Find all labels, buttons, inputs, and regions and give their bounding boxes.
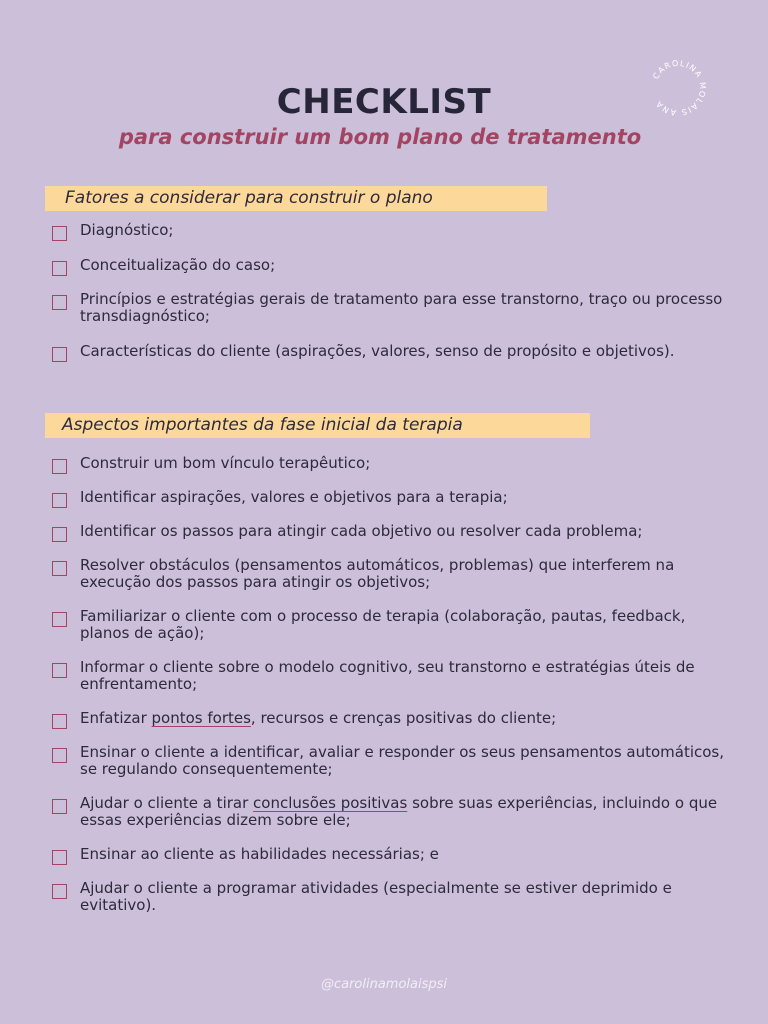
checklist-item-text-end: , recursos e crenças positivas do cliente;	[250, 709, 557, 727]
checklist-item	[52, 608, 728, 642]
page-subtitle: para construir um bom plano de tratamento	[118, 125, 642, 149]
checklist-item-text: Identificar aspirações, valores e objetivos para a terapia;	[80, 488, 508, 506]
checklist-item-text: Conceitualização do caso;	[80, 256, 276, 274]
checkbox-icon[interactable]	[52, 347, 67, 362]
section-title-aspectos: Aspectos importantes da fase inicial da terapia	[45, 413, 590, 438]
checkbox-icon[interactable]	[52, 295, 67, 310]
checklist-item-text: Ensinar o cliente a identificar, avaliar e responder os seus pensamentos automáticos, se regulando consequentemente;	[80, 743, 725, 778]
checkbox-icon[interactable]	[52, 561, 67, 576]
checklist-item	[52, 489, 728, 506]
checklist-item	[52, 795, 728, 829]
checklist-item	[52, 523, 728, 540]
checklist-item-text: Identificar os passos para atingir cada objetivo ou resolver cada problema;	[80, 522, 643, 540]
checklist-aspectos	[52, 455, 728, 914]
checkbox-icon[interactable]	[52, 884, 67, 899]
checkbox-icon[interactable]	[52, 663, 67, 678]
checkbox-icon[interactable]	[52, 459, 67, 474]
checklist-item-text: Diagnóstico;	[80, 221, 174, 239]
checkbox-icon[interactable]	[52, 799, 67, 814]
checklist-item	[52, 343, 728, 360]
checklist-item-text: Ensinar ao cliente as habilidades necessárias; e	[80, 845, 439, 863]
checklist-item	[52, 291, 728, 325]
checklist-item	[52, 744, 728, 778]
svg-text:CAROLINA MOLAIS ANA: CAROLINA MOLAIS ANA	[651, 58, 708, 118]
checklist-item-text-start: Enfatizar	[80, 709, 152, 727]
checklist-fatores	[52, 222, 728, 360]
checkbox-icon[interactable]	[52, 527, 67, 542]
underlined-emphasis: conclusões positivas	[253, 794, 408, 812]
checkbox-icon[interactable]	[52, 493, 67, 508]
checklist-item-text: Princípios e estratégias gerais de tratamento para esse transtorno, traço ou processo transdiagnóstico;	[80, 290, 723, 325]
checklist-item	[52, 659, 728, 693]
underlined-emphasis: pontos fortes	[151, 709, 251, 727]
checklist-item	[52, 846, 728, 863]
checklist-item-text	[80, 710, 728, 727]
checklist-item-text: Informar o cliente sobre o modelo cognitivo, seu transtorno e estratégias úteis de enfrentamento;	[80, 658, 695, 693]
checklist-item-text: Ajudar o cliente a programar atividades (especialmente se estiver deprimido e evitativo).	[80, 879, 672, 914]
checkbox-icon[interactable]	[52, 748, 67, 763]
checklist-item	[52, 880, 728, 914]
checklist-item	[52, 557, 728, 591]
checklist-item-text	[80, 795, 728, 829]
checklist-item	[52, 710, 728, 727]
checkbox-icon[interactable]	[52, 226, 67, 241]
checkbox-icon[interactable]	[52, 261, 67, 276]
checklist-item	[52, 455, 728, 472]
checklist-item-text: Construir um bom vínculo terapêutico;	[80, 454, 371, 472]
checklist-item-text: Características do cliente (aspirações, valores, senso de propósito e objetivos).	[80, 342, 675, 360]
section-title-fatores: Fatores a considerar para construir o plano	[45, 186, 547, 211]
checklist-item-text-start: Ajudar o cliente a tirar	[80, 794, 254, 812]
checklist-item-text: Resolver obstáculos (pensamentos automáticos, problemas) que interferem na execução dos passos para atingir os objetivos;	[80, 556, 675, 591]
checklist-item-text: Familiarizar o cliente com o processo de terapia (colaboração, pautas, feedback, planos de ação);	[80, 607, 686, 642]
social-handle: @carolinamolaispsi	[320, 977, 448, 992]
checklist-item	[52, 222, 728, 239]
page-title: CHECKLIST	[276, 82, 492, 122]
checkbox-icon[interactable]	[52, 850, 67, 865]
checklist-item	[52, 257, 728, 274]
checkbox-icon[interactable]	[52, 714, 67, 729]
checklist-item-text-end: sobre suas experiências, incluindo o que essas experiências dizem sobre ele;	[80, 794, 718, 829]
checkbox-icon[interactable]	[52, 612, 67, 627]
